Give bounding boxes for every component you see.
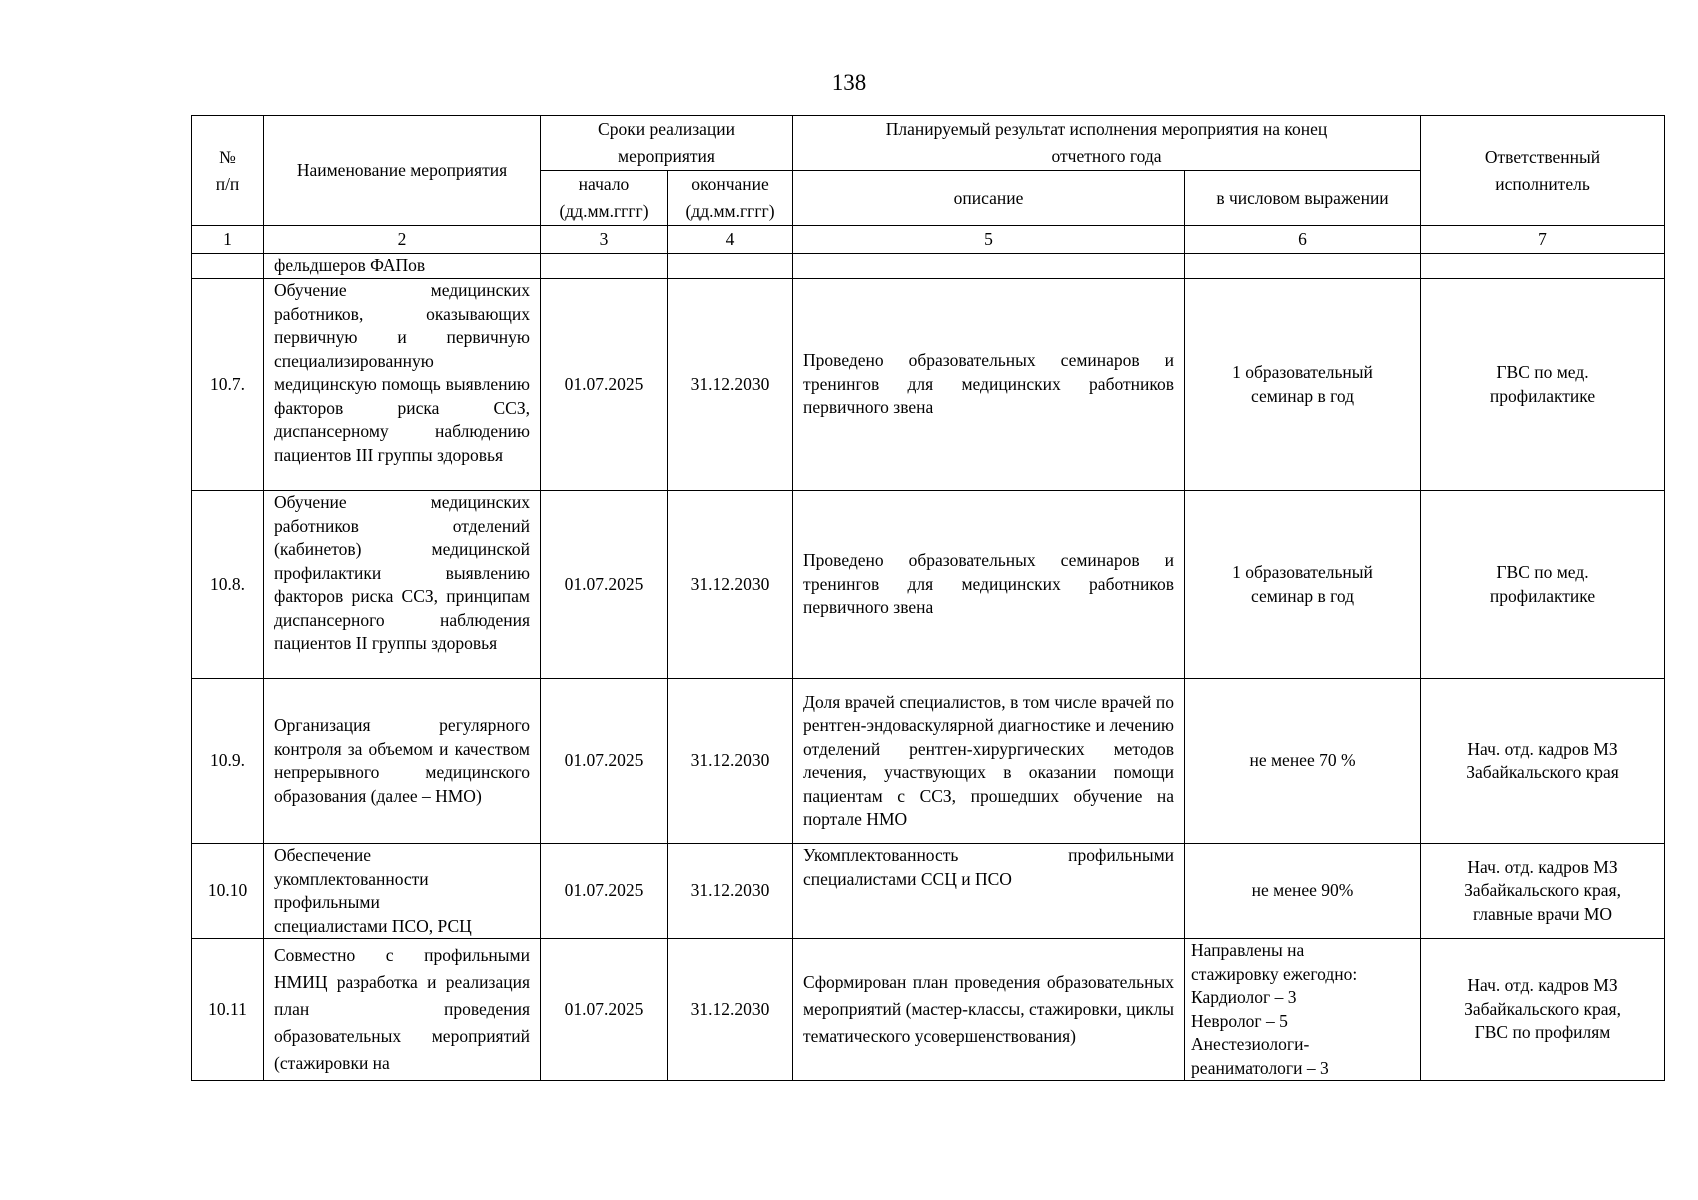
responsible-executor	[1421, 254, 1665, 279]
start-date: 01.07.2025	[541, 679, 668, 844]
start-date: 01.07.2025	[541, 279, 668, 491]
start-date: 01.07.2025	[541, 939, 668, 1081]
numeric-value: 1 образовательный семинар в год	[1185, 491, 1421, 679]
header-terms: Сроки реализации мероприятия	[541, 116, 793, 171]
responsible-executor: Нач. отд. кадров МЗ Забайкальского края	[1421, 679, 1665, 844]
result-description: Доля врачей специалистов, в том числе врачей по рентген-эндоваскулярной диагностике и лечению отделений рентген-хирургических методов лечения, участвующих в оказании помощи пациентам с ССЗ, прошедших обучение на портале НМО	[793, 679, 1185, 844]
table-row	[192, 844, 1665, 939]
table-row	[192, 254, 1665, 279]
responsible-executor: ГВС по мед. профилактике	[1421, 279, 1665, 491]
result-description: Сформирован план проведения образовательных мероприятий (мастер-классы, стажировки, циклы тематического усовершенствования)	[793, 939, 1185, 1081]
header-description: описание	[793, 171, 1185, 226]
table-header	[192, 116, 1665, 254]
numeric-value	[1185, 254, 1421, 279]
column-numbers-row	[192, 226, 1665, 254]
responsible-executor: Нач. отд. кадров МЗ Забайкальского края, ГВС по профилям	[1421, 939, 1665, 1081]
row-number: 10.11	[192, 939, 264, 1081]
table-row	[192, 491, 1665, 679]
activity-name: Обучение медицинских работников отделений (кабинетов) медицинской профилактики выявлению факторов риска ССЗ, принципам диспансерного наблюдения пациентов II группы здоровья	[264, 491, 541, 679]
header-planned-result: Планируемый результат исполнения мероприятия на конец отчетного года	[793, 116, 1421, 171]
column-number: 7	[1421, 226, 1665, 254]
column-number: 1	[192, 226, 264, 254]
column-number: 2	[264, 226, 541, 254]
result-description	[793, 254, 1185, 279]
end-date	[668, 254, 793, 279]
header-responsible: Ответственный исполнитель	[1421, 116, 1665, 226]
table-row	[192, 279, 1665, 491]
start-date: 01.07.2025	[541, 491, 668, 679]
header-start-date: начало (дд.мм.гггг)	[541, 171, 668, 226]
row-number: 10.8.	[192, 491, 264, 679]
row-number	[192, 254, 264, 279]
result-description: Укомплектованность профильными специалистами ССЦ и ПСО	[793, 844, 1185, 939]
table-row	[192, 939, 1665, 1081]
end-date: 31.12.2030	[668, 844, 793, 939]
table-body	[192, 254, 1665, 1081]
numeric-value: не менее 70 %	[1185, 679, 1421, 844]
activity-name: Организация регулярного контроля за объемом и качеством непрерывного медицинского образования (далее – НМО)	[264, 679, 541, 844]
numeric-value: Направлены на стажировку ежегодно: Кардиолог – 3 Невролог – 5 Анестезиологи- реаниматологи – 3	[1185, 939, 1421, 1081]
header-end-date: окончание (дд.мм.гггг)	[668, 171, 793, 226]
start-date: 01.07.2025	[541, 844, 668, 939]
column-number: 4	[668, 226, 793, 254]
end-date: 31.12.2030	[668, 939, 793, 1081]
header-numeric-value: в числовом выражении	[1185, 171, 1421, 226]
numeric-value: не менее 90%	[1185, 844, 1421, 939]
row-number: 10.10	[192, 844, 264, 939]
activities-table	[191, 115, 1665, 1081]
header-number: № п/п	[192, 116, 264, 226]
end-date: 31.12.2030	[668, 679, 793, 844]
column-number: 3	[541, 226, 668, 254]
responsible-executor: ГВС по мед. профилактике	[1421, 491, 1665, 679]
activity-name: Обеспечение укомплектованности профильными специалистами ПСО, РСЦ	[264, 844, 541, 939]
column-number: 5	[793, 226, 1185, 254]
start-date	[541, 254, 668, 279]
numeric-value: 1 образовательный семинар в год	[1185, 279, 1421, 491]
end-date: 31.12.2030	[668, 279, 793, 491]
activity-name: Совместно с профильными НМИЦ разработка и реализация план проведения образовательных мероприятий (стажировки на	[264, 939, 541, 1081]
column-number: 6	[1185, 226, 1421, 254]
result-description: Проведено образовательных семинаров и тренингов для медицинских работников первичного звена	[793, 279, 1185, 491]
activity-name: фельдшеров ФАПов	[264, 254, 541, 279]
result-description: Проведено образовательных семинаров и тренингов для медицинских работников первичного звена	[793, 491, 1185, 679]
table-row	[192, 679, 1665, 844]
end-date: 31.12.2030	[668, 491, 793, 679]
responsible-executor: Нач. отд. кадров МЗ Забайкальского края, главные врачи МО	[1421, 844, 1665, 939]
page-number: 138	[831, 70, 867, 95]
row-number: 10.9.	[192, 679, 264, 844]
row-number: 10.7.	[192, 279, 264, 491]
header-activity-name: Наименование мероприятия	[264, 116, 541, 226]
activity-name: Обучение медицинских работников, оказывающих первичную и первичную специализированную медицинскую помощь выявлению факторов риска ССЗ, диспансерному наблюдению пациентов III группы здоровья	[264, 279, 541, 491]
